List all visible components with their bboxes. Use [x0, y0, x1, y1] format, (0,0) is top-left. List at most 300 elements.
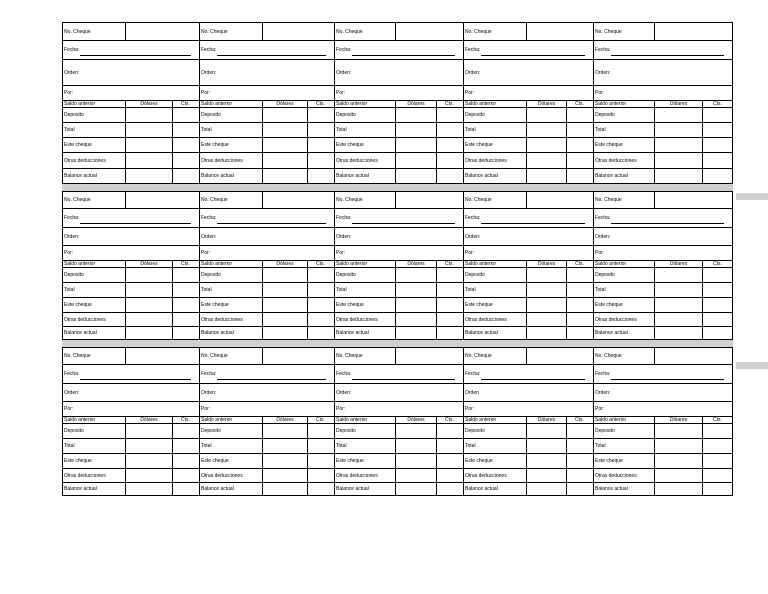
cheque-number-label: No. Cheque	[465, 353, 492, 359]
dollars-header: Dólares	[526, 417, 566, 423]
cents-field[interactable]	[566, 123, 592, 137]
stub-cell	[62, 423, 199, 438]
cheque-number-field[interactable]	[526, 348, 593, 364]
cheque-number-field[interactable]	[395, 192, 463, 208]
cents-field[interactable]	[307, 268, 333, 282]
stub-cell	[62, 107, 199, 122]
other-deductions-label: Otras deducciones	[465, 472, 507, 479]
dollars-field[interactable]	[262, 424, 307, 438]
cents-field[interactable]	[172, 153, 198, 168]
cents-field[interactable]	[702, 483, 732, 495]
stub-cell	[62, 137, 199, 152]
current-balance-label: Balance actual	[336, 330, 369, 336]
stub-cell	[199, 401, 334, 416]
block-separator	[62, 184, 733, 191]
stub-cell	[593, 260, 733, 267]
dollars-field[interactable]	[526, 424, 566, 438]
stub-cell	[593, 401, 733, 416]
stub-cell	[593, 85, 733, 100]
cents-header: Cts.	[307, 261, 333, 267]
dollars-field[interactable]	[395, 268, 436, 282]
cents-field[interactable]	[702, 268, 732, 282]
dollars-field[interactable]	[526, 439, 566, 453]
for-label: Por:	[595, 406, 605, 412]
cents-field[interactable]	[307, 469, 333, 482]
cents-field[interactable]	[702, 123, 732, 137]
stub-cell	[62, 312, 199, 326]
date-field[interactable]	[217, 223, 326, 224]
other-deductions-label: Otras deducciones	[336, 157, 378, 164]
cents-field[interactable]	[172, 327, 198, 339]
date-field[interactable]	[80, 379, 191, 380]
date-field[interactable]	[611, 223, 724, 224]
dollars-header: Dólares	[654, 417, 702, 423]
stub-cell	[463, 152, 593, 168]
for-label: Por:	[465, 406, 475, 412]
this-cheque-label: Este cheque	[201, 458, 229, 464]
stub-cell	[463, 468, 593, 482]
dollars-field[interactable]	[125, 313, 172, 326]
cents-field[interactable]	[566, 169, 592, 183]
dollars-field[interactable]	[395, 123, 436, 137]
stub-cell	[334, 137, 463, 152]
cheque-number-label: No. Cheque	[64, 353, 91, 359]
cheque-number-field[interactable]	[526, 192, 593, 208]
date-field[interactable]	[481, 223, 585, 224]
cents-field[interactable]	[702, 138, 732, 152]
stub-cell	[199, 85, 334, 100]
dollars-field[interactable]	[262, 283, 307, 297]
other-deductions-label: Otras deducciones	[201, 316, 243, 323]
dollars-field[interactable]	[654, 153, 702, 168]
dollars-field[interactable]	[262, 454, 307, 468]
cents-field[interactable]	[307, 108, 333, 122]
this-cheque-label: Este cheque	[64, 142, 92, 148]
stub-cell	[463, 168, 593, 184]
cents-field[interactable]	[566, 439, 592, 453]
stub-cell	[199, 168, 334, 184]
dollars-field[interactable]	[526, 298, 566, 312]
cents-field[interactable]	[307, 283, 333, 297]
stub-cell	[62, 260, 199, 267]
dollars-field[interactable]	[654, 298, 702, 312]
cents-field[interactable]	[307, 327, 333, 339]
stub-cell	[199, 227, 334, 245]
cheque-number-label: No. Cheque	[336, 353, 363, 359]
stub-cell	[593, 152, 733, 168]
cents-field[interactable]	[307, 123, 333, 137]
cents-field[interactable]	[172, 169, 198, 183]
date-field[interactable]	[80, 55, 191, 56]
deposit-label: Deposito	[336, 272, 356, 278]
cents-field[interactable]	[702, 169, 732, 183]
this-cheque-label: Este cheque	[64, 458, 92, 464]
previous-balance-label: Saldo anterior	[201, 417, 233, 423]
cents-field[interactable]	[436, 313, 462, 326]
stub-cell	[463, 245, 593, 260]
dollars-field[interactable]	[395, 454, 436, 468]
dollars-field[interactable]	[125, 454, 172, 468]
date-field[interactable]	[352, 379, 455, 380]
register-row-por	[62, 401, 733, 416]
cents-field[interactable]	[566, 454, 592, 468]
current-balance-label: Balance actual	[595, 486, 628, 492]
dollars-field[interactable]	[125, 439, 172, 453]
cents-field[interactable]	[436, 327, 462, 339]
cheque-number-field[interactable]	[395, 23, 463, 40]
cents-header: Cts.	[566, 101, 592, 107]
cents-field[interactable]	[566, 108, 592, 122]
total-label: Total	[465, 127, 476, 133]
current-balance-label: Balance actual	[336, 486, 369, 492]
stub-cell	[593, 227, 733, 245]
cents-field[interactable]	[172, 268, 198, 282]
cents-field[interactable]	[436, 283, 462, 297]
cheque-number-label: No. Cheque	[465, 28, 492, 35]
stub-cell	[62, 282, 199, 297]
cents-field[interactable]	[702, 313, 732, 326]
for-label: Por:	[465, 250, 475, 256]
dollars-field[interactable]	[395, 108, 436, 122]
cents-field[interactable]	[566, 138, 592, 152]
dollars-field[interactable]	[262, 108, 307, 122]
stub-cell	[593, 297, 733, 312]
dollars-field[interactable]	[395, 283, 436, 297]
register-row-este	[62, 297, 733, 312]
order-label: Orden:	[201, 233, 217, 240]
dollars-header: Dólares	[395, 417, 436, 423]
cheque-number-label: No. Cheque	[201, 353, 228, 359]
dollars-field[interactable]	[262, 169, 307, 183]
stub-cell	[199, 482, 334, 496]
dollars-field[interactable]	[125, 169, 172, 183]
dollars-field[interactable]	[395, 169, 436, 183]
this-cheque-label: Este cheque	[465, 302, 493, 308]
dollars-field[interactable]	[654, 283, 702, 297]
cents-field[interactable]	[436, 298, 462, 312]
dollars-field[interactable]	[526, 138, 566, 152]
dollars-field[interactable]	[125, 138, 172, 152]
register-row-orden	[62, 227, 733, 245]
this-cheque-label: Este cheque	[595, 142, 623, 148]
cents-field[interactable]	[172, 454, 198, 468]
cents-field[interactable]	[566, 283, 592, 297]
dollars-field[interactable]	[526, 454, 566, 468]
dollars-field[interactable]	[125, 153, 172, 168]
cents-field[interactable]	[307, 439, 333, 453]
cheque-number-label: No. Cheque	[336, 197, 363, 203]
date-field[interactable]	[217, 379, 326, 380]
date-field[interactable]	[352, 223, 455, 224]
dollars-field[interactable]	[395, 153, 436, 168]
dollars-field[interactable]	[526, 268, 566, 282]
dollars-field[interactable]	[125, 283, 172, 297]
date-field[interactable]	[217, 55, 326, 56]
dollars-field[interactable]	[654, 138, 702, 152]
dollars-field[interactable]	[125, 483, 172, 495]
this-cheque-label: Este cheque	[336, 142, 364, 148]
for-label: Por:	[595, 90, 605, 96]
cheque-number-field[interactable]	[125, 348, 199, 364]
cents-field[interactable]	[172, 283, 198, 297]
total-label: Total	[201, 443, 212, 449]
dollars-field[interactable]	[395, 424, 436, 438]
dollars-field[interactable]	[654, 169, 702, 183]
cents-header: Cts.	[702, 101, 732, 107]
cents-field[interactable]	[172, 138, 198, 152]
dollars-field[interactable]	[125, 123, 172, 137]
cheque-number-field[interactable]	[654, 348, 733, 364]
cents-field[interactable]	[566, 424, 592, 438]
dollars-field[interactable]	[262, 138, 307, 152]
stub-cell	[463, 482, 593, 496]
dollars-field[interactable]	[526, 169, 566, 183]
dollars-field[interactable]	[654, 108, 702, 122]
deposit-label: Deposito	[336, 428, 356, 434]
date-field[interactable]	[481, 55, 585, 56]
cheque-number-field[interactable]	[125, 192, 199, 208]
dollars-field[interactable]	[526, 283, 566, 297]
cheque-number-field[interactable]	[654, 23, 733, 40]
cents-field[interactable]	[566, 327, 592, 339]
previous-balance-label: Saldo anterior	[336, 417, 368, 423]
dollars-field[interactable]	[125, 268, 172, 282]
cents-field[interactable]	[307, 483, 333, 495]
cheque-number-field[interactable]	[125, 23, 199, 40]
cents-field[interactable]	[307, 313, 333, 326]
cents-field[interactable]	[172, 483, 198, 495]
dollars-field[interactable]	[395, 138, 436, 152]
cents-field[interactable]	[172, 439, 198, 453]
for-label: Por:	[465, 90, 475, 96]
dollars-field[interactable]	[526, 123, 566, 137]
current-balance-label: Balance actual	[336, 173, 369, 179]
total-label: Total	[336, 443, 347, 449]
dollars-field[interactable]	[526, 469, 566, 482]
register-row-cheque	[62, 347, 733, 364]
dollars-field[interactable]	[125, 469, 172, 482]
cents-field[interactable]	[436, 138, 462, 152]
cents-field[interactable]	[566, 268, 592, 282]
stub-cell	[334, 347, 463, 364]
cents-field[interactable]	[702, 454, 732, 468]
cents-field[interactable]	[307, 454, 333, 468]
dollars-field[interactable]	[125, 298, 172, 312]
stub-cell	[334, 438, 463, 453]
cents-field[interactable]	[702, 469, 732, 482]
current-balance-label: Balance actual	[64, 173, 97, 179]
dollars-field[interactable]	[262, 123, 307, 137]
date-field[interactable]	[481, 379, 585, 380]
dollars-field[interactable]	[395, 313, 436, 326]
cents-field[interactable]	[436, 123, 462, 137]
stub-cell	[334, 122, 463, 137]
dollars-field[interactable]	[654, 327, 702, 339]
cents-field[interactable]	[702, 283, 732, 297]
cents-field[interactable]	[307, 424, 333, 438]
dollars-field[interactable]	[262, 313, 307, 326]
cents-field[interactable]	[702, 108, 732, 122]
stub-cell	[334, 383, 463, 401]
date-label: Fecha:	[336, 215, 352, 221]
dollars-header: Dólares	[654, 261, 702, 267]
stub-cell	[463, 122, 593, 137]
dollars-field[interactable]	[526, 153, 566, 168]
previous-balance-label: Saldo anterior	[595, 101, 627, 107]
dollars-header: Dólares	[395, 101, 436, 107]
stub-cell	[463, 260, 593, 267]
cents-field[interactable]	[436, 169, 462, 183]
dollars-field[interactable]	[526, 327, 566, 339]
cents-field[interactable]	[436, 469, 462, 482]
dollars-field[interactable]	[654, 469, 702, 482]
stub-cell	[463, 383, 593, 401]
stub-cell	[334, 59, 463, 85]
dollars-field[interactable]	[395, 469, 436, 482]
dollars-field[interactable]	[395, 298, 436, 312]
dollars-field[interactable]	[654, 123, 702, 137]
other-deductions-label: Otras deducciones	[201, 472, 243, 479]
cheque-number-field[interactable]	[262, 348, 334, 364]
dollars-field[interactable]	[262, 439, 307, 453]
cents-field[interactable]	[702, 153, 732, 168]
stub-cell	[593, 453, 733, 468]
cents-field[interactable]	[566, 298, 592, 312]
order-label: Orden:	[595, 69, 611, 76]
deposit-label: Deposito	[201, 428, 221, 434]
order-label: Orden	[465, 389, 479, 396]
deposit-label: Deposito	[64, 272, 84, 278]
cents-field[interactable]	[436, 108, 462, 122]
dollars-field[interactable]	[654, 454, 702, 468]
cents-field[interactable]	[172, 108, 198, 122]
stub-cell	[334, 100, 463, 107]
cents-field[interactable]	[566, 153, 592, 168]
dollars-field[interactable]	[395, 327, 436, 339]
previous-balance-label: Saldo anterior	[465, 261, 497, 267]
cents-field[interactable]	[172, 469, 198, 482]
cents-field[interactable]	[702, 439, 732, 453]
dollars-field[interactable]	[654, 268, 702, 282]
order-label: Orden:	[595, 233, 611, 240]
dollars-field[interactable]	[262, 298, 307, 312]
dollars-field[interactable]	[125, 108, 172, 122]
register-row-balance	[62, 482, 733, 496]
dollars-header: Dólares	[526, 101, 566, 107]
this-cheque-label: Este cheque	[465, 458, 493, 464]
cheque-number-field[interactable]	[395, 348, 463, 364]
order-label: Orden:	[336, 389, 352, 396]
cents-field[interactable]	[172, 424, 198, 438]
dollars-field[interactable]	[526, 313, 566, 326]
cheque-number-field[interactable]	[262, 192, 334, 208]
stub-cell	[463, 59, 593, 85]
dollars-field[interactable]	[262, 153, 307, 168]
dollars-field[interactable]	[262, 327, 307, 339]
current-balance-label: Balance actual	[595, 330, 628, 336]
dollars-field[interactable]	[262, 483, 307, 495]
date-field[interactable]	[611, 379, 724, 380]
stub-cell	[463, 401, 593, 416]
stub-cell	[334, 245, 463, 260]
stub-cell	[593, 282, 733, 297]
register-row-por	[62, 85, 733, 100]
cheque-number-field[interactable]	[526, 23, 593, 40]
stub-cell	[593, 122, 733, 137]
dollars-field[interactable]	[262, 469, 307, 482]
date-field[interactable]	[352, 55, 455, 56]
dollars-field[interactable]	[654, 313, 702, 326]
cents-field[interactable]	[436, 439, 462, 453]
cents-field[interactable]	[436, 424, 462, 438]
this-cheque-label: Este cheque	[336, 302, 364, 308]
register-row-orden	[62, 59, 733, 85]
dollars-field[interactable]	[262, 268, 307, 282]
cents-field[interactable]	[307, 153, 333, 168]
date-field[interactable]	[80, 223, 191, 224]
cents-field[interactable]	[566, 469, 592, 482]
date-label: Fecha:	[336, 371, 352, 377]
cents-field[interactable]	[172, 123, 198, 137]
cents-field[interactable]	[702, 298, 732, 312]
other-deductions-label: Otras deducciones	[465, 157, 507, 164]
deposit-label: Deposito	[595, 272, 615, 278]
stub-cell	[593, 59, 733, 85]
stub-cell	[199, 438, 334, 453]
current-balance-label: Balance actual	[465, 486, 498, 492]
cents-field[interactable]	[436, 454, 462, 468]
cheque-number-field[interactable]	[654, 192, 733, 208]
cents-field[interactable]	[436, 268, 462, 282]
cents-field[interactable]	[566, 313, 592, 326]
cents-field[interactable]	[307, 298, 333, 312]
stub-cell	[463, 423, 593, 438]
dollars-field[interactable]	[395, 483, 436, 495]
cents-field[interactable]	[172, 313, 198, 326]
stub-cell	[593, 326, 733, 340]
dollars-field[interactable]	[526, 108, 566, 122]
cents-field[interactable]	[702, 327, 732, 339]
cents-field[interactable]	[436, 483, 462, 495]
dollars-field[interactable]	[654, 439, 702, 453]
cents-field[interactable]	[307, 138, 333, 152]
dollars-field[interactable]	[526, 483, 566, 495]
cents-field[interactable]	[566, 483, 592, 495]
date-label: Fecha:	[465, 47, 481, 53]
cents-field[interactable]	[436, 153, 462, 168]
dollars-field[interactable]	[125, 424, 172, 438]
stub-cell	[463, 40, 593, 59]
register-row-cheque	[62, 22, 733, 40]
dollars-field[interactable]	[395, 439, 436, 453]
cents-field[interactable]	[702, 424, 732, 438]
deposit-label: Deposito	[465, 112, 485, 118]
stub-cell	[334, 282, 463, 297]
stub-cell	[463, 208, 593, 227]
deposit-label: Deposito	[64, 428, 84, 434]
dollars-field[interactable]	[125, 327, 172, 339]
dollars-field[interactable]	[654, 483, 702, 495]
cents-field[interactable]	[172, 298, 198, 312]
date-field[interactable]	[611, 55, 724, 56]
cents-field[interactable]	[307, 169, 333, 183]
order-label: Orden:	[201, 69, 217, 76]
dollars-field[interactable]	[654, 424, 702, 438]
cheque-number-field[interactable]	[262, 23, 334, 40]
stub-cell	[62, 208, 199, 227]
other-deductions-label: Otras deducciones	[595, 316, 637, 323]
deposit-label: Deposito	[465, 272, 485, 278]
